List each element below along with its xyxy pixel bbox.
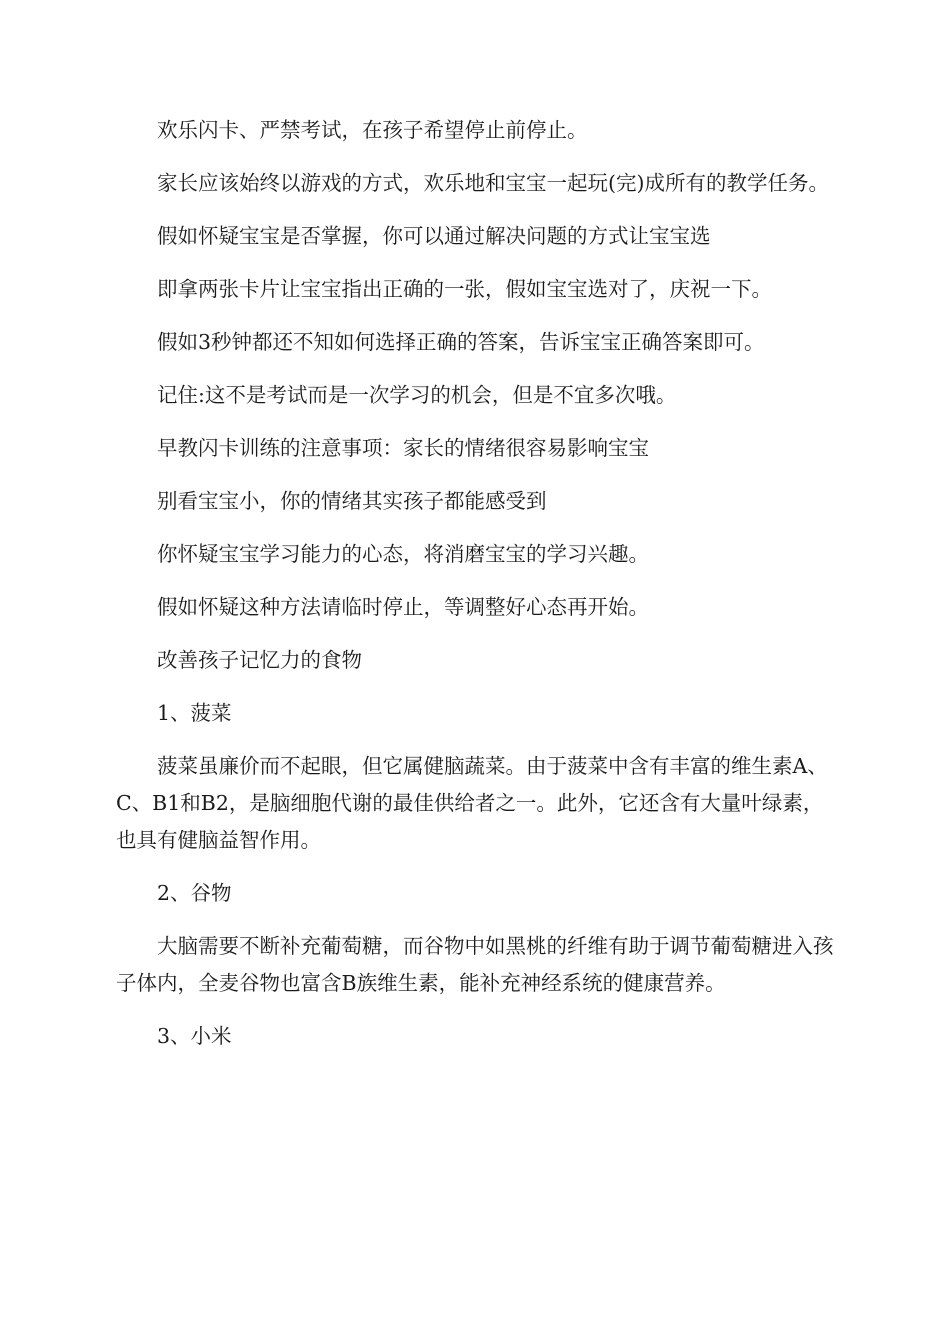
paragraph: 早教闪卡训练的注意事项：家长的情绪很容易影响宝宝 bbox=[157, 436, 649, 460]
paragraph: 家长应该始终以游戏的方式，欢乐地和宝宝一起玩(完)成所有的教学任务。 bbox=[157, 171, 829, 195]
paragraph: 大脑需要不断补充葡萄糖，而谷物中如黑桃的纤维有助于调节葡萄糖进入孩子体内，全麦谷物也富含B族维生素，能补充神经系统的健康营养。 bbox=[116, 934, 834, 995]
paragraph: 你怀疑宝宝学习能力的心态，将消磨宝宝的学习兴趣。 bbox=[157, 542, 649, 566]
document-body bbox=[116, 112, 834, 1071]
section-heading: 改善孩子记忆力的食物 bbox=[157, 648, 362, 672]
paragraph: 即拿两张卡片让宝宝指出正确的一张，假如宝宝选对了，庆祝一下。 bbox=[157, 277, 772, 301]
paragraph: 菠菜虽廉价而不起眼，但它属健脑蔬菜。由于菠菜中含有丰富的维生素A、C、B1和B2，是脑细胞代谢的最佳供给者之一。此外，它还含有大量叶绿素，也具有健脑益智作用。 bbox=[116, 754, 828, 852]
list-item-heading: 2、谷物 bbox=[157, 881, 232, 905]
list-item-heading: 1、菠菜 bbox=[157, 701, 232, 725]
paragraph: 记住:这不是考试而是一次学习的机会，但是不宜多次哦。 bbox=[157, 383, 677, 407]
paragraph: 假如3秒钟都还不知如何选择正确的答案，告诉宝宝正确答案即可。 bbox=[157, 330, 765, 354]
paragraph: 欢乐闪卡、严禁考试，在孩子希望停止前停止。 bbox=[157, 118, 588, 142]
paragraph: 假如怀疑这种方法请临时停止，等调整好心态再开始。 bbox=[157, 595, 649, 619]
list-item-heading: 3、小米 bbox=[157, 1024, 232, 1048]
paragraph: 别看宝宝小，你的情绪其实孩子都能感受到 bbox=[157, 489, 547, 513]
paragraph: 假如怀疑宝宝是否掌握，你可以通过解决问题的方式让宝宝选 bbox=[157, 224, 711, 248]
